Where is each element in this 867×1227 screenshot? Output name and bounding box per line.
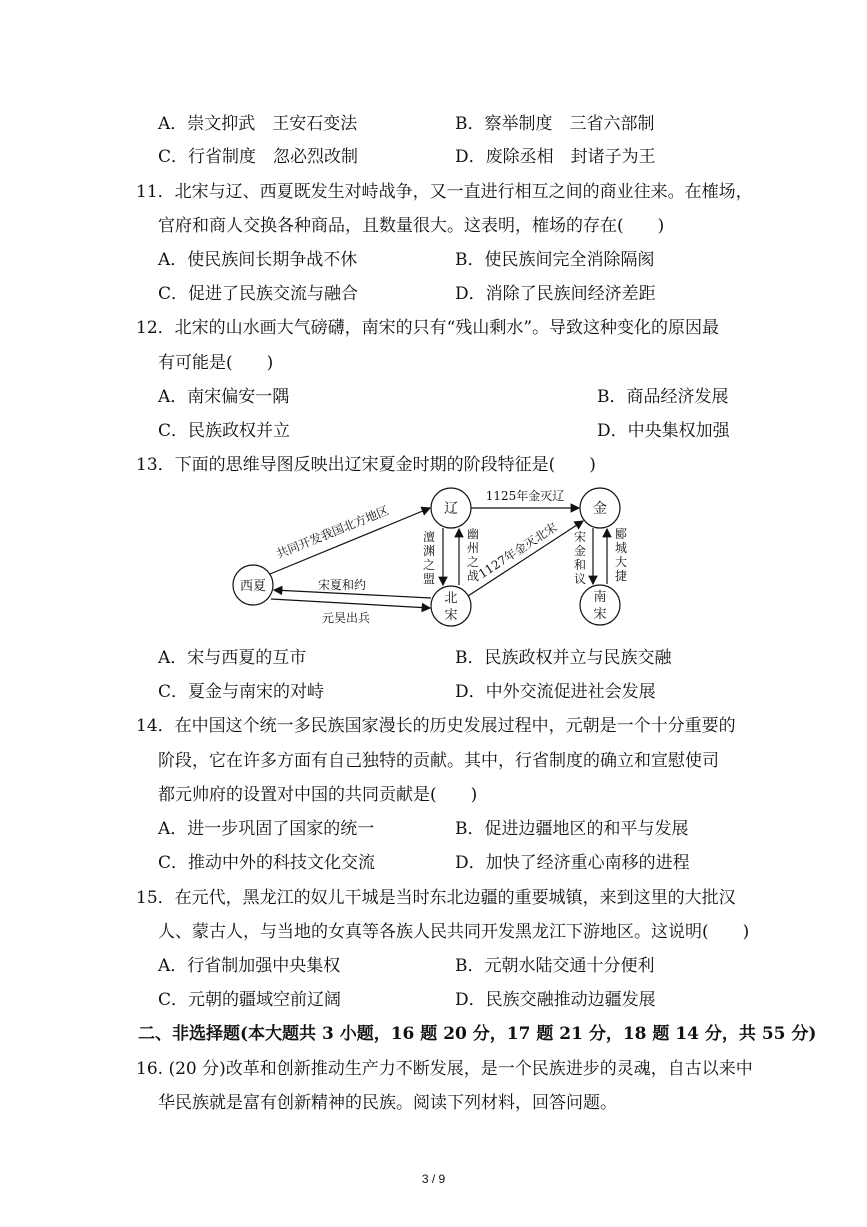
edge-label-chanyuan-1: 澶 bbox=[422, 530, 436, 544]
q11-option-c: C．促进了民族交流与融合 bbox=[158, 284, 359, 304]
q14-option-a: A．进一步巩固了国家的统一 bbox=[158, 819, 375, 839]
q15-option-a: A．行省制加强中央集权 bbox=[158, 956, 341, 976]
q15-option-b: B．元朝水陆交通十分便利 bbox=[455, 956, 655, 976]
q14-stem-line2: 阶段，它在许多方面有自己独特的贡献。其中，行省制度的确立和宣慰使司 bbox=[158, 751, 719, 771]
q13-option-a: A．宋与西夏的互市 bbox=[158, 648, 307, 668]
q12-stem-line1: 12．北宋的山水画大气磅礴，南宋的只有“残山剩水”。导致这种变化的原因最 bbox=[136, 318, 720, 338]
edge-label-chanyuan-2: 渊 bbox=[422, 544, 436, 558]
q12-option-b: B．商品经济发展 bbox=[597, 387, 729, 407]
edge-label-liao-jin: 1125年金灭辽 bbox=[485, 489, 565, 503]
node-liao-label: 辽 bbox=[444, 501, 458, 517]
node-nansong-label-1: 南 bbox=[593, 590, 607, 605]
mind-map-diagram bbox=[0, 478, 867, 638]
edge-label-yancheng-2: 城 bbox=[614, 541, 628, 555]
q15-option-c: C．元朝的疆域空前辽阔 bbox=[158, 990, 342, 1010]
q15-option-d: D．民族交融推动边疆发展 bbox=[455, 990, 656, 1010]
q10-option-c: C．行省制度 忽必烈改制 bbox=[158, 147, 359, 167]
edge-label-yancheng-1: 郾 bbox=[614, 527, 628, 541]
node-jin-label: 金 bbox=[593, 501, 607, 517]
edge-label-youzhou-3: 之 bbox=[466, 555, 480, 569]
edge-label-xixia-song-bottom: 元昊出兵 bbox=[321, 611, 371, 625]
q12-stem-line2: 有可能是( ) bbox=[158, 353, 274, 373]
q16-stem-line2: 华民族就是富有创新精神的民族。阅读下列材料，回答问题。 bbox=[158, 1093, 617, 1113]
q13-option-d: D．中外交流促进社会发展 bbox=[455, 682, 656, 702]
node-nansong-label-2: 宋 bbox=[593, 607, 607, 622]
node-xixia-label: 西夏 bbox=[239, 579, 267, 594]
edge-label-songjin-4: 议 bbox=[573, 572, 587, 586]
q16-stem-line1: 16. (20 分)改革和创新推动生产力不断发展，是一个民族进步的灵魂，自古以来中 bbox=[136, 1059, 753, 1079]
q10-option-d: D．废除丞相 封诸子为王 bbox=[455, 147, 656, 167]
q12-option-c: C．民族政权并立 bbox=[158, 421, 291, 441]
q11-option-a: A．使民族间长期争战不休 bbox=[158, 250, 358, 270]
q15-stem-line1: 15．在元代，黑龙江的奴儿干城是当时东北边疆的重要城镇，来到这里的大批汉 bbox=[136, 888, 736, 908]
edge-label-xixia-liao: 共同开发我国北方地区 bbox=[274, 503, 391, 562]
q11-stem-line2: 官府和商人交换各种商品，且数量很大。这表明，榷场的存在( ) bbox=[158, 216, 665, 236]
q14-stem-line3: 都元帅府的设置对中国的共同贡献是( ) bbox=[158, 785, 478, 805]
node-beisong-label-1: 北 bbox=[444, 591, 458, 606]
q14-stem-line1: 14．在中国这个统一多民族国家漫长的历史发展过程中，元朝是一个十分重要的 bbox=[136, 716, 736, 736]
edge-song-jin bbox=[468, 521, 583, 596]
page-number: 3 / 9 bbox=[421, 1172, 446, 1186]
node-beisong-label-2: 宋 bbox=[444, 608, 458, 623]
edge-label-yancheng-4: 捷 bbox=[614, 569, 628, 583]
edge-label-songjin-3: 和 bbox=[573, 558, 587, 572]
edge-label-xixia-song-top: 宋夏和约 bbox=[317, 578, 367, 592]
edge-label-songjin-1: 宋 bbox=[573, 530, 587, 544]
q14-option-d: D．加快了经济重心南移的进程 bbox=[455, 853, 690, 873]
q13-stem: 13．下面的思维导图反映出辽宋夏金时期的阶段特征是( ) bbox=[136, 455, 596, 475]
edge-label-youzhou-4: 战 bbox=[466, 569, 480, 583]
q12-option-a: A．南宋偏安一隅 bbox=[158, 387, 290, 407]
q13-option-c: C．夏金与南宋的对峙 bbox=[158, 682, 325, 702]
q11-option-b: B．使民族间完全消除隔阂 bbox=[455, 250, 655, 270]
q10-option-a: A．崇文抑武 王安石变法 bbox=[158, 114, 358, 134]
section-heading-non-choice: 二、非选择题(本大题共 3 小题，16 题 20 分，17 题 21 分，18 题 14 分，共 55 分) bbox=[138, 1024, 817, 1044]
edge-label-youzhou-2: 州 bbox=[466, 541, 480, 555]
q13-option-b: B．民族政权并立与民族交融 bbox=[455, 648, 672, 668]
edge-label-chanyuan-4: 盟 bbox=[422, 572, 436, 586]
edge-label-chanyuan-3: 之 bbox=[422, 558, 436, 572]
edge-xixia-song bbox=[271, 599, 430, 608]
q11-option-d: D．消除了民族间经济差距 bbox=[455, 284, 656, 304]
q12-option-d: D．中央集权加强 bbox=[597, 421, 730, 441]
edge-label-songjin-2: 金 bbox=[573, 544, 587, 558]
q14-option-c: C．推动中外的科技文化交流 bbox=[158, 853, 376, 873]
q14-option-b: B．促进边疆地区的和平与发展 bbox=[455, 819, 689, 839]
edge-label-song-jin: 1127年金灭北宋 bbox=[476, 520, 560, 582]
edge-label-yancheng-3: 大 bbox=[614, 555, 628, 569]
q15-stem-line2: 人、蒙古人，与当地的女真等各族人民共同开发黑龙江下游地区。这说明( ) bbox=[158, 922, 750, 942]
q11-stem-line1: 11．北宋与辽、西夏既发生对峙战争，又一直进行相互之间的商业往来。在榷场， bbox=[136, 182, 753, 202]
q10-option-b: B．察举制度 三省六部制 bbox=[455, 114, 655, 134]
edge-label-youzhou-1: 幽 bbox=[466, 527, 480, 541]
